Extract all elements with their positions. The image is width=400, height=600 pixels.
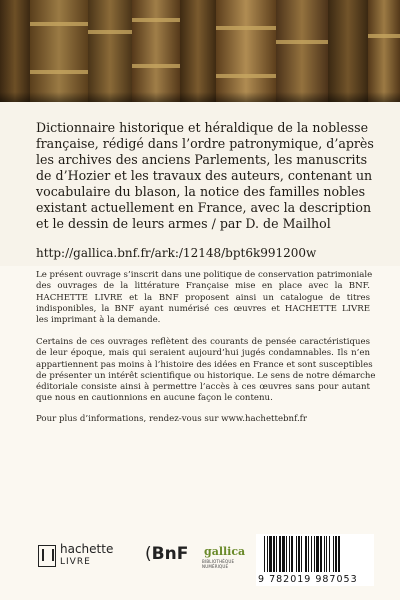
notice-line: éditoriale consiste ainsi à permettre l’accès à ces œuvres sans pour autant [36,382,370,393]
title-line: de d’Hozier et les travaux des auteurs, contenant un [36,168,373,183]
notice-line: les imprimant à la demande. [36,315,161,326]
gallica-sub: BIBLIOTHÈQUE NUMÉRIQUE [202,559,235,569]
barcode-bar [314,536,315,572]
barcode-bar [291,536,293,572]
notice-line: Certains de ces ouvrages reflètent des courants de pensée caractéristiques [36,337,370,347]
notice-line: de leur époque, mais qui seraient aujourd’hui jugés condamnables. Ils n’en [36,348,370,359]
barcode-bars [264,536,366,572]
hachette-name: hachette [60,542,114,556]
title-line: les archives des anciens Parlements, les manuscrits [36,152,368,167]
barcode-bar [308,536,309,572]
barcode-bar [320,536,322,572]
notice-line: HACHETTE LIVRE et la BNF proposent ainsi un catalogue de titres [36,292,370,303]
notice-paragraph-3 [36,414,370,425]
gallica-logo [200,541,246,575]
hachette-sub: LIVRE [60,557,91,567]
barcode-bar [298,536,300,572]
bookshelf-image [0,0,400,102]
gallica-name: gallica [204,545,246,558]
notice-paragraph-2 [36,337,376,405]
hachette-emblem-icon [38,545,56,567]
notice-paragraph-1 [36,270,373,326]
notice-line: de présenter un intérêt scientifique ou historique. Le sens de notre démarche [36,370,376,381]
barcode-bar [324,536,325,572]
barcode-bar [264,536,265,572]
barcode-bar [335,536,337,572]
hachette-livre-logo [38,543,128,575]
barcode-bar [338,536,340,572]
barcode-bar [286,536,287,572]
bnf-logo: (BnF [145,544,189,564]
barcode-bar [326,536,327,572]
title-line: Dictionnaire historique et héraldique de la noblesse [36,120,369,135]
notice-line: appartiennent pas moins à l’histoire des idées en France et sont susceptibles [36,359,373,370]
title-line: vocabulaire du blason, la notice des familles nobles [36,184,366,199]
barcode-bar [301,536,302,572]
barcode-bar [305,536,307,572]
barcode-bar [282,536,285,572]
barcode-bar [296,536,297,572]
barcode-bar [311,536,312,572]
isbn-barcode [256,534,374,586]
gallica-url: http://gallica.bnf.fr/ark:/12148/bpt6k991200w [36,246,317,260]
book-title [36,120,374,232]
notice-line: que nous en cautionnions en aucune façon le contenu. [36,393,273,404]
notice-line: indisponibles, la BNF ayant numérisé ces œuvres et HACHETTE LIVRE [36,303,370,314]
title-line: et le dessin de leurs armes / par D. de Mailhol [36,216,331,231]
notice-line: Le présent ouvrage s’inscrit dans une politique de conservation patrimoniale [36,270,373,280]
barcode-bar [289,536,290,572]
bnf-text: BnF [151,544,189,564]
barcode-number: 9 782019 987053 [258,574,358,585]
barcode-bar [333,536,334,572]
barcode-bar [316,536,319,572]
barcode-bar [273,536,275,572]
barcode-bar [267,536,268,572]
info-line: Pour plus d’informations, rendez-vous sur www.hachettebnf.fr [36,414,307,424]
barcode-bar [269,536,272,572]
barcode-bar [329,536,330,572]
barcode-bar [276,536,277,572]
title-line: française, rédigé dans l’ordre patronymique, d’après [36,136,374,151]
title-line: existant actuellement en France, avec la description [36,200,372,215]
notice-line: des ouvrages de la littérature Française mise en place avec la BNF. [36,281,370,292]
barcode-bar [279,536,281,572]
